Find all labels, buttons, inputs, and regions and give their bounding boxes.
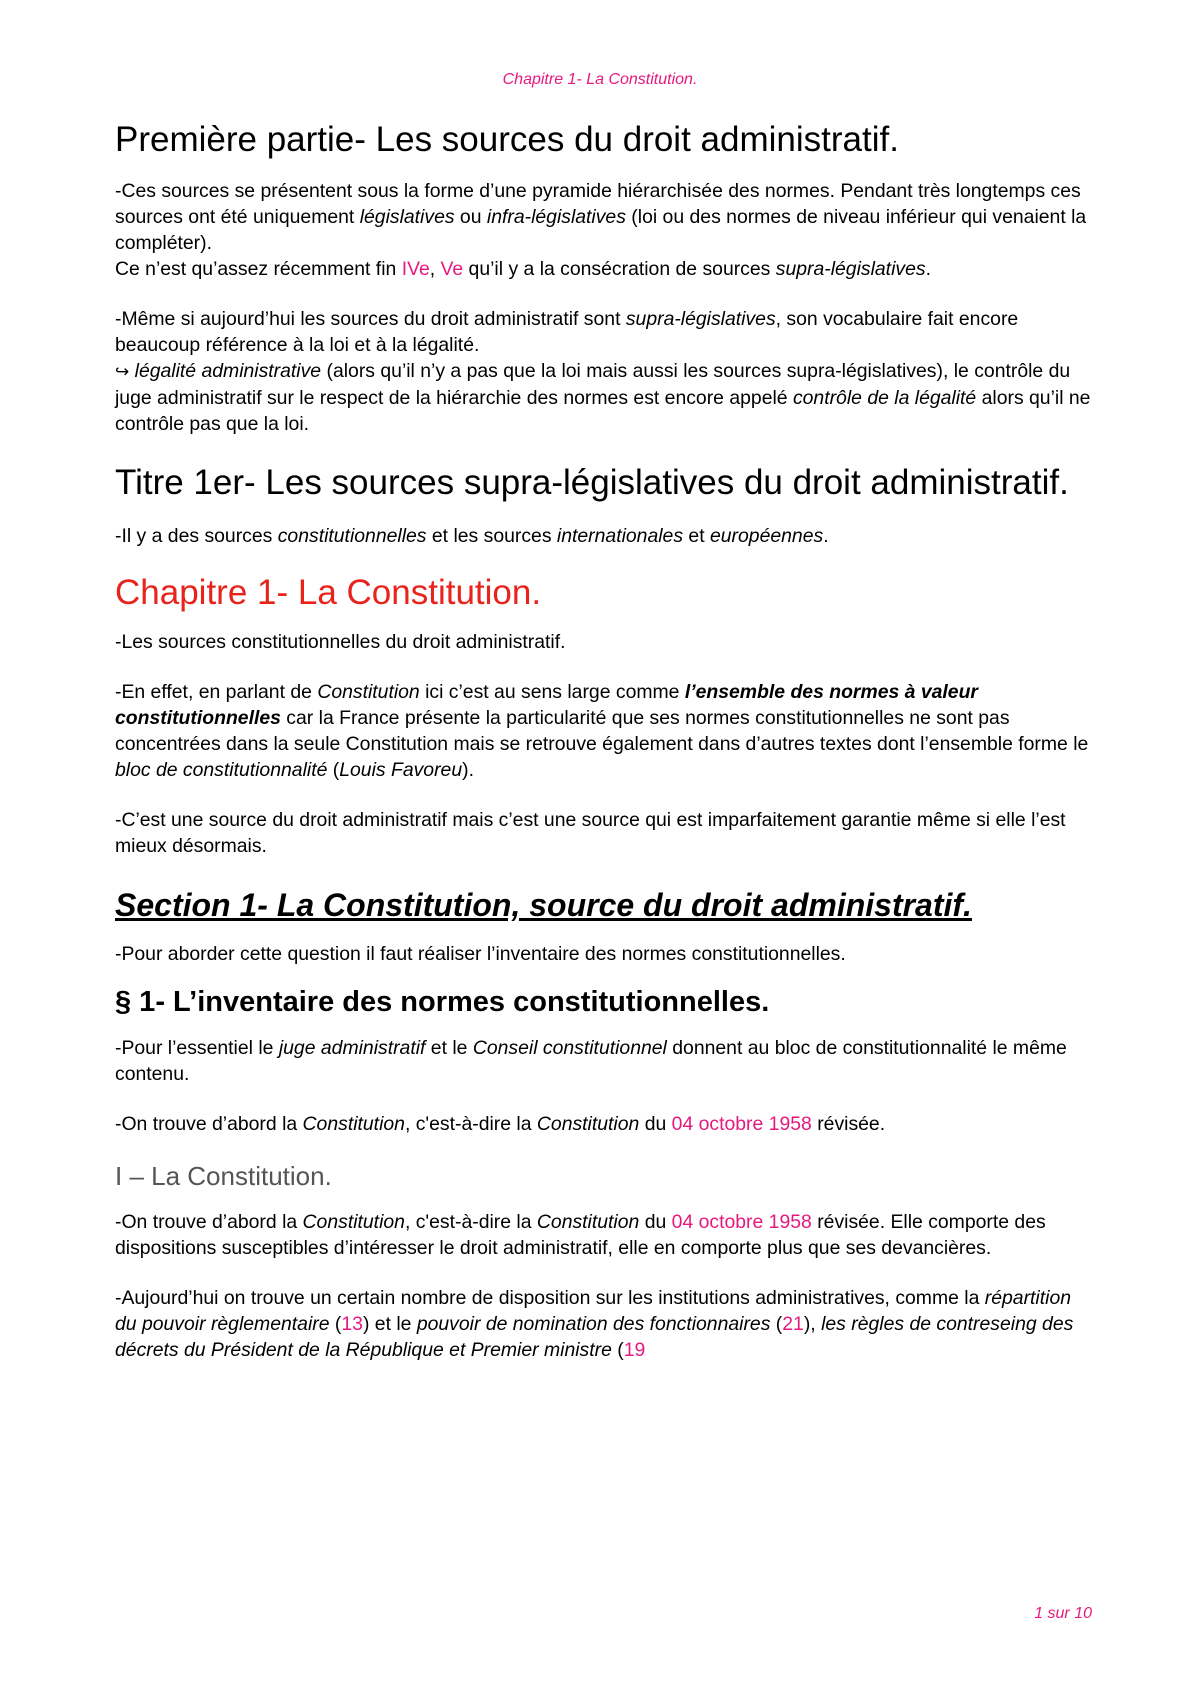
text-run: , c'est-à-dire la (404, 1113, 537, 1135)
text-run: et (683, 525, 710, 547)
text-run: révisée. Elle comporte des dispositions susceptibles d’intéresser le droit administratif, elle en comporte plus que ses devancières. (115, 1211, 1046, 1259)
article-number: 19 (623, 1339, 646, 1361)
article-number: 13 (341, 1313, 363, 1335)
text-run: (loi ou des normes de niveau inférieur qui venaient la compléter). (115, 206, 1087, 254)
running-header: Chapitre 1- La Constitution. (502, 71, 698, 88)
italic-term: européennes (709, 525, 824, 547)
text-run: . (925, 258, 931, 280)
text-run: ( (770, 1313, 783, 1335)
text-run: -Aujourd’hui on trouve un certain nombre de disposition sur les institutions administratives, comme la (115, 1287, 985, 1309)
italic-term: supra-législatives (775, 258, 926, 280)
italic-term: Louis Favoreu (339, 759, 463, 781)
text-run: ou (454, 206, 487, 228)
italic-term: internationales (556, 525, 684, 547)
text-run: -On trouve d’abord la (115, 1113, 303, 1135)
italic-term: supra-législatives (625, 308, 776, 330)
text-run: ici c’est au sens large comme (419, 681, 685, 703)
text-run: . (823, 525, 829, 547)
italic-term: pouvoir de nomination des fonctionnaires (416, 1313, 771, 1335)
page-content (115, 118, 1095, 1363)
italic-term: constitutionnelles (277, 525, 427, 547)
italic-term: répartition du pouvoir règlementaire (115, 1287, 1072, 1335)
text-run: révisée. (811, 1113, 886, 1135)
italic-term: bloc de constitutionnalité (115, 759, 328, 781)
subsection-paragraph-2 (115, 1285, 1095, 1363)
chapitre-paragraph-3: -C’est une source du droit administratif mais c’est une source qui est imparfaitement garantie même si elle l’est mieux désormais. (115, 809, 1066, 857)
text-run: du (639, 1211, 672, 1233)
intro-paragraph-1b (115, 256, 1095, 282)
italic-term: les règles de contreseing des décrets du Président de la République et Premier ministre (115, 1313, 1074, 1361)
text-run: alors qu’il ne contrôle pas que la loi. (115, 387, 1091, 435)
italic-term: infra-législatives (486, 206, 626, 228)
text-run: du (639, 1113, 672, 1135)
text-run: ) et le (362, 1313, 417, 1335)
highlight-ve: Ve (440, 258, 464, 280)
text-run: -On trouve d’abord la (115, 1211, 303, 1233)
paragraphe-paragraph-2 (115, 1111, 1095, 1137)
text-run: , son vocabulaire fait encore beaucoup référence à la loi et à la légalité. (115, 308, 1019, 356)
text-run: -Même si aujourd’hui les sources du droit administratif sont (115, 308, 626, 330)
text-run: ( (329, 1313, 342, 1335)
italic-term: Constitution (302, 1113, 405, 1135)
text-run: Ce n’est qu’assez récemment fin (115, 258, 402, 280)
text-run: -Il y a des sources (115, 525, 278, 547)
text-run: car la France présente la particularité que ses normes constitutionnelles ne sont pas concentrées dans la seule Constitution mais se retrouve également dans d’autres textes dont l’ensemble forme le (115, 707, 1089, 755)
chapitre-paragraph-2 (115, 679, 1095, 783)
arrow-icon: ↪ (115, 362, 130, 382)
chapitre-heading: Chapitre 1- La Constitution. (115, 573, 542, 612)
highlight-date: 04 octobre 1958 (671, 1113, 812, 1135)
intro-paragraph-1 (115, 178, 1095, 256)
italic-term: Constitution (536, 1211, 640, 1233)
text-run: , c'est-à-dire la (404, 1211, 537, 1233)
paragraphe-paragraph-1 (115, 1035, 1095, 1087)
text-run: -Pour l’essentiel le (115, 1037, 279, 1059)
titre-heading: Titre 1er- Les sources supra-législatives du droit administratif. (115, 463, 1069, 502)
chapitre-paragraph-1: -Les sources constitutionnelles du droit administratif. (115, 631, 566, 653)
italic-term: légalité administrative (134, 360, 322, 382)
text-run: ), (803, 1313, 822, 1335)
text-run: et les sources (426, 525, 557, 547)
text-run: donnent au bloc de constitutionnalité le même contenu. (115, 1037, 1067, 1085)
highlight-ive: IVe (401, 258, 430, 280)
italic-term: Conseil constitutionnel (472, 1037, 667, 1059)
text-run: ). (462, 759, 474, 781)
text-run: , (429, 258, 441, 280)
text-run: ( (611, 1339, 624, 1361)
text-run: ( (327, 759, 340, 781)
italic-term: Constitution (302, 1211, 405, 1233)
paragraphe-heading: § 1- L’inventaire des normes constitutionnelles. (115, 986, 770, 1018)
highlight-date: 04 octobre 1958 (671, 1211, 812, 1233)
italic-term: contrôle de la légalité (792, 387, 977, 409)
section-paragraph: -Pour aborder cette question il faut réaliser l’inventaire des normes constitutionnelles. (115, 943, 846, 965)
subsection-heading: I – La Constitution. (115, 1161, 332, 1191)
article-number: 21 (782, 1313, 804, 1335)
intro-paragraph-2b (115, 358, 1095, 437)
italic-term: législatives (359, 206, 455, 228)
text-run: et le (425, 1037, 473, 1059)
italic-term: juge administratif (278, 1037, 426, 1059)
intro-paragraph-2 (115, 306, 1095, 358)
section-heading: Section 1- La Constitution, source du droit administratif. (115, 887, 972, 923)
titre-paragraph (115, 523, 1095, 549)
bold-italic-term: l’ensemble des normes à valeur constitutionnelles (115, 681, 978, 729)
subsection-paragraph-1 (115, 1209, 1095, 1261)
text-run: -Ces sources se présentent sous la forme d’une pyramide hiérarchisée des normes. Pendant très longtemps ces sources ont été uniquement (115, 180, 1081, 228)
text-run: qu’il y a la consécration de sources (463, 258, 776, 280)
italic-term: Constitution (536, 1113, 640, 1135)
text-run: -En effet, en parlant de (115, 681, 318, 703)
page-number: 1 sur 10 (1034, 1605, 1092, 1622)
text-run: (alors qu’il n’y a pas que la loi mais aussi les sources supra-législatives), le contrôle du juge administratif sur le respect de la hiérarchie des normes est encore appelé (115, 360, 1071, 409)
part-title: Première partie- Les sources du droit administratif. (115, 120, 899, 159)
italic-term: Constitution (317, 681, 420, 703)
